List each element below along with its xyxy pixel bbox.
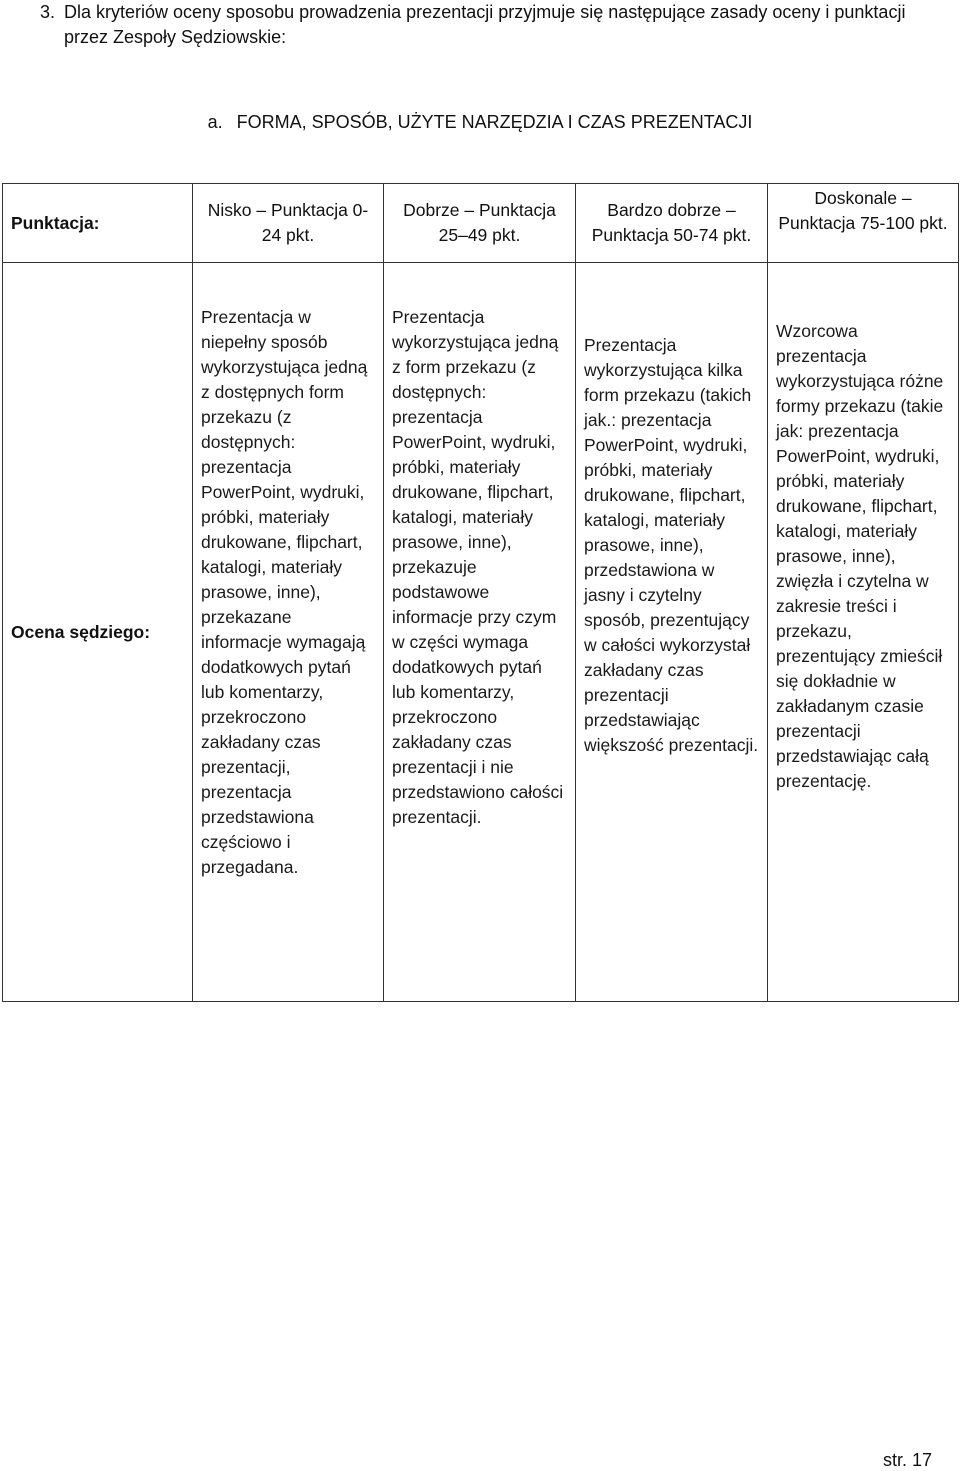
section-title: FORMA, SPOSÓB, UŻYTE NARZĘDZIA I CZAS PREZENTACJI: [236, 112, 753, 132]
item-number: 3.: [40, 2, 56, 22]
section-heading: [0, 110, 960, 135]
description-very-good: Prezentacja wykorzystująca kilka form przekazu (takich jak.: prezentacja PowerPoint, wydruki, próbki, materiały drukowane, flipchart, katalogi, materiały prasowe, inne), przedstawiona w jasny i czytelny sposób, prezentujący w całości wykorzystał zakładany czas prezentacji przedstawiając większość prezentacji.: [576, 263, 768, 1002]
item-text: Dla kryteriów oceny sposobu prowadzenia prezentacji przyjmuje się następujące zasady oceny i punktacji przez Zespoły Sędziowskie:: [64, 2, 906, 47]
description-excellent: Wzorcowa prezentacja wykorzystująca różne formy przekazu (takie jak: prezentacja PowerPoint, wydruki, próbki, materiały drukowane, flipchart, katalogi, materiały prasowe, inne), zwięzła i czytelna w zakresie treści i przekazu, prezentujący zmieścił się dokładnie w zakładanym czasie prezentacji przedstawiając całą prezentację.: [768, 263, 959, 1002]
description-low: Prezentacja w niepełny sposób wykorzystująca jedną z dostępnych form przekazu (z dostępnych: prezentacja PowerPoint, wydruki, próbki, materiały drukowane, flipchart, katalogi, materiały prasowe, inne), przekazane informacje wymagają dodatkowych pytań lub komentarzy, przekroczono zakładany czas prezentacji, prezentacja przedstawiona częściowo i przegadana.: [193, 263, 384, 1002]
header-very-good: Bardzo dobrze – Punktacja 50-74 pkt.: [576, 184, 768, 263]
criteria-item: [40, 0, 940, 50]
header-excellent: Doskonale – Punktacja 75-100 pkt.: [768, 184, 959, 263]
judge-rating-row: [3, 263, 959, 1002]
section-letter: a.: [207, 112, 223, 132]
page-number: str. 17: [882, 1450, 932, 1470]
header-good: Dobrze – Punktacja 25–49 pkt.: [384, 184, 576, 263]
scoring-table: [2, 183, 959, 1002]
row-label-judge: Ocena sędziego:: [3, 263, 193, 1002]
header-row: [3, 184, 959, 263]
description-good: Prezentacja wykorzystująca jedną z form przekazu (z dostępnych: prezentacja PowerPoint, wydruki, próbki, materiały drukowane, flipchart, katalogi, materiały prasowe, inne), przekazuje podstawowe informacje przy czym w części wymaga dodatkowych pytań lub komentarzy, przekroczono zakładany czas prezentacji i nie przedstawiono całości prezentacji.: [384, 263, 576, 1002]
header-low: Nisko – Punktacja 0-24 pkt.: [193, 184, 384, 263]
row-label-scoring: Punktacja:: [3, 184, 193, 263]
